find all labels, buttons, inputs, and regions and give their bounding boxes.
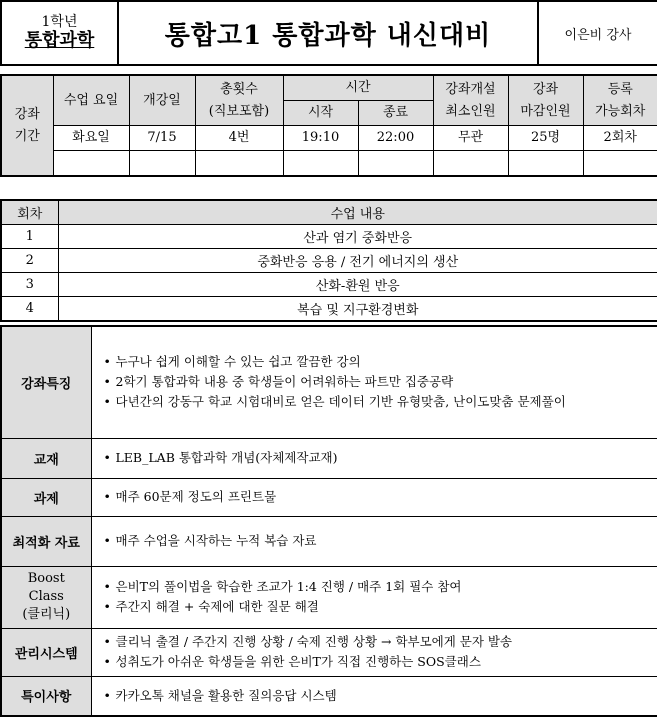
enroll-session-value: 2회차 <box>583 126 657 151</box>
start-date-header: 개강일 <box>129 75 195 126</box>
feature-content <box>91 516 657 566</box>
empty-cell <box>283 151 358 177</box>
list-item: • 은비T의 풀이법을 학습한 조교가 1:4 진행 / 매주 1회 필수 참여 <box>104 577 657 597</box>
table-row <box>1 297 657 322</box>
list-item: • 카카오톡 채널을 활용한 질의응답 시스템 <box>104 686 657 706</box>
feature-label: 과제 <box>1 478 91 516</box>
session-num: 2 <box>1 249 58 273</box>
max-enroll-header: 강좌 마감인원 <box>508 75 583 126</box>
grade-label: 1학년 <box>2 14 117 30</box>
list-item: • LEB_LAB 통합과학 개념(자체제작교재) <box>104 448 657 468</box>
course-info-table <box>0 74 657 177</box>
feature-label: 교재 <box>1 438 91 478</box>
feature-content <box>91 628 657 676</box>
time-start-header: 시작 <box>283 101 358 126</box>
teacher-name: 이은비 강사 <box>538 1 657 65</box>
list-item: • 성취도가 아쉬운 학생들을 위한 은비T가 직접 진행하는 SOS클래스 <box>104 652 657 672</box>
table-row <box>1 249 657 273</box>
table-row <box>1 326 657 438</box>
page-title: 통합고1 통합과학 내신대비 <box>118 1 538 65</box>
empty-cell <box>358 151 433 177</box>
table-row <box>1 628 657 676</box>
total-sessions-header: 총횟수 (직보포함) <box>195 75 283 126</box>
table-row <box>1 478 657 516</box>
list-item: • 누구나 쉽게 이해할 수 있는 쉽고 깔끔한 강의 <box>104 352 657 372</box>
session-content: 산과 염기 중화반응 <box>58 225 657 249</box>
empty-cell <box>508 151 583 177</box>
feature-content <box>91 676 657 716</box>
enroll-session-header: 등록 가능회차 <box>583 75 657 126</box>
empty-cell <box>433 151 508 177</box>
empty-cell <box>53 151 129 177</box>
time-end-value: 22:00 <box>358 126 433 151</box>
list-item: • 매주 60문제 정도의 프린트물 <box>104 487 657 507</box>
empty-cell <box>195 151 283 177</box>
feature-label: 강좌특징 <box>1 326 91 438</box>
feature-content <box>91 566 657 628</box>
list-item: • 다년간의 강동구 학교 시험대비로 얻은 데이터 기반 유형맞춤, 난이도맞춤 문제풀이 <box>104 392 657 412</box>
time-end-header: 종료 <box>358 101 433 126</box>
subject-label: 통합과학 <box>2 30 117 52</box>
feature-label: 최적화 자료 <box>1 516 91 566</box>
session-table <box>0 199 657 322</box>
session-num-header: 회차 <box>1 200 58 225</box>
session-num: 4 <box>1 297 58 322</box>
table-row <box>1 438 657 478</box>
day-header: 수업 요일 <box>53 75 129 126</box>
session-content: 중화반응 응용 / 전기 에너지의 생산 <box>58 249 657 273</box>
min-enroll-header: 강좌개설 최소인원 <box>433 75 508 126</box>
table-row <box>1 676 657 716</box>
session-content-header: 수업 내용 <box>58 200 657 225</box>
header-table <box>0 0 657 66</box>
session-content: 산화-환원 반응 <box>58 273 657 297</box>
session-content: 복습 및 지구환경변화 <box>58 297 657 322</box>
feature-table <box>0 325 657 717</box>
table-row <box>1 516 657 566</box>
grade-subject-cell <box>1 1 118 65</box>
feature-label: 특이사항 <box>1 676 91 716</box>
min-enroll-value: 무관 <box>433 126 508 151</box>
feature-label: Boost Class (클리닉) <box>1 566 91 628</box>
empty-cell <box>583 151 657 177</box>
session-num: 3 <box>1 273 58 297</box>
max-enroll-value: 25명 <box>508 126 583 151</box>
list-item: • 매주 수업을 시작하는 누적 복습 자료 <box>104 531 657 551</box>
time-start-value: 19:10 <box>283 126 358 151</box>
time-header: 시간 <box>283 75 433 101</box>
total-sessions-value: 4번 <box>195 126 283 151</box>
period-label: 강좌 기간 <box>1 75 53 176</box>
start-date-value: 7/15 <box>129 126 195 151</box>
feature-content <box>91 438 657 478</box>
feature-content <box>91 326 657 438</box>
list-item: • 주간지 해결 + 숙제에 대한 질문 해결 <box>104 597 657 617</box>
feature-content <box>91 478 657 516</box>
day-value: 화요일 <box>53 126 129 151</box>
list-item: • 클리닉 출결 / 주간지 진행 상황 / 숙제 진행 상황 → 학부모에게 문자 발송 <box>104 632 657 652</box>
feature-label: 관리시스템 <box>1 628 91 676</box>
table-row <box>1 225 657 249</box>
empty-cell <box>129 151 195 177</box>
session-num: 1 <box>1 225 58 249</box>
list-item: • 2학기 통합과학 내용 중 학생들이 어려워하는 파트만 집중공략 <box>104 372 657 392</box>
table-row <box>1 566 657 628</box>
table-row <box>1 273 657 297</box>
